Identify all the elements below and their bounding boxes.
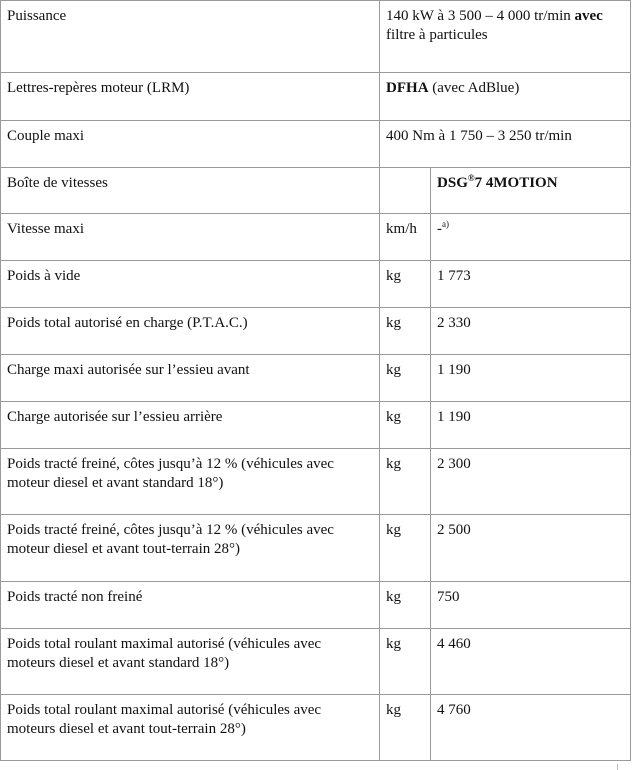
gearbox-name: DSG [437, 175, 468, 191]
row-label: Vitesse maxi [1, 214, 380, 261]
table-row [1, 308, 631, 355]
table-row [1, 355, 631, 402]
row-value: 2 330 [431, 308, 631, 355]
footnote-marker: a) [442, 219, 450, 229]
row-unit: kg [380, 355, 431, 402]
row-label: Lettres-repères moteur (LRM) [1, 73, 380, 121]
table-row [1, 582, 631, 629]
row-value: 750 [431, 582, 631, 629]
row-label: Poids total autorisé en charge (P.T.A.C.) [1, 308, 380, 355]
row-label: Boîte de vitesses [1, 168, 380, 214]
row-label: Poids total roulant maximal autorisé (véhicules avec moteurs diesel et avant standard 18°) [1, 629, 380, 695]
row-unit: kg [380, 402, 431, 449]
row-value: 400 Nm à 1 750 – 3 250 tr/min [380, 121, 631, 168]
row-label: Charge autorisée sur l’essieu arrière [1, 402, 380, 449]
row-value: 1 773 [431, 261, 631, 308]
row-value: 2 300 [431, 449, 631, 515]
row-value: 4 460 [431, 629, 631, 695]
row-label: Poids tracté non freiné [1, 582, 380, 629]
row-value [380, 1, 631, 73]
row-value: 4 760 [431, 695, 631, 761]
table-row [1, 629, 631, 695]
table-row [1, 449, 631, 515]
row-label: Poids tracté freiné, côtes jusqu’à 12 % (véhicules avec moteur diesel et avant tout-terrain 28°) [1, 515, 380, 582]
row-value: 2 500 [431, 515, 631, 582]
power-bold: avec [574, 8, 603, 24]
engine-code: DFHA [386, 80, 429, 96]
row-value [431, 168, 631, 214]
row-label: Charge maxi autorisée sur l’essieu avant [1, 355, 380, 402]
table-row [1, 402, 631, 449]
gearbox-type: 7 4MOTION [474, 175, 558, 191]
power-text: 140 kW à 3 500 – 4 000 tr/min [386, 8, 571, 24]
table-row [1, 73, 631, 121]
row-value [380, 73, 631, 121]
row-value: 1 190 [431, 355, 631, 402]
row-value: 1 190 [431, 402, 631, 449]
row-value [431, 214, 631, 261]
table-row [1, 1, 631, 73]
registered-mark: ® [467, 173, 475, 183]
power-tail: filtre à particules [386, 27, 488, 43]
page-edge-mark [617, 764, 618, 770]
row-unit: kg [380, 515, 431, 582]
table-row [1, 261, 631, 308]
table-row [1, 515, 631, 582]
table-row [1, 121, 631, 168]
row-label: Couple maxi [1, 121, 380, 168]
row-unit: kg [380, 629, 431, 695]
row-label: Poids total roulant maximal autorisé (véhicules avec moteurs diesel et avant tout-terrain 28°) [1, 695, 380, 761]
row-unit: kg [380, 695, 431, 761]
row-unit: kg [380, 261, 431, 308]
table-row [1, 695, 631, 761]
row-unit: kg [380, 308, 431, 355]
row-unit: km/h [380, 214, 431, 261]
row-label: Poids à vide [1, 261, 380, 308]
table-row [1, 214, 631, 261]
row-unit: kg [380, 582, 431, 629]
engine-code-note: (avec AdBlue) [432, 80, 520, 96]
row-unit: kg [380, 449, 431, 515]
speed-value: - [437, 221, 443, 237]
table-row [1, 168, 631, 214]
row-label: Puissance [1, 1, 380, 73]
row-unit [380, 168, 431, 214]
row-label: Poids tracté freiné, côtes jusqu’à 12 % (véhicules avec moteur diesel et avant standard 18°) [1, 449, 380, 515]
